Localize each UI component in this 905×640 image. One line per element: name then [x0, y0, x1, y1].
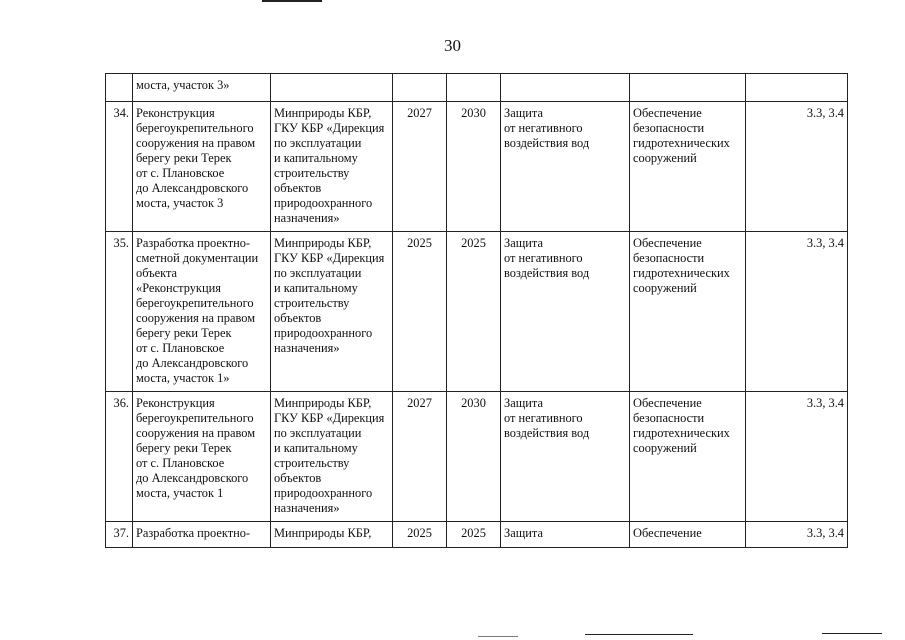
- table-row: [106, 102, 848, 232]
- goal-cell: [501, 74, 630, 102]
- table-row: [106, 522, 848, 548]
- row-number-cell: 34.: [106, 102, 133, 232]
- scan-artifact-bottom-line: [822, 633, 882, 634]
- measure-name-cell: Реконструкция берегоукрепительного сооружения на правом берегу реки Терек от с. Плановское до Александровского моста, участок 1: [133, 392, 271, 522]
- table-row: [106, 232, 848, 392]
- scan-artifact-top: [262, 0, 322, 2]
- start-year-cell: 2027: [393, 392, 447, 522]
- result-cell: Обеспечение безопасности гидротехнических сооружений: [630, 392, 746, 522]
- table-row: [106, 74, 848, 102]
- result-cell: [630, 74, 746, 102]
- result-cell: Обеспечение безопасности гидротехнических сооружений: [630, 102, 746, 232]
- row-number-cell: [106, 74, 133, 102]
- goal-cell: Защита от негативного воздействия вод: [501, 392, 630, 522]
- end-year-cell: 2025: [447, 232, 501, 392]
- measure-name-cell: моста, участок 3»: [133, 74, 271, 102]
- end-year-cell: 2030: [447, 392, 501, 522]
- result-cell: Обеспечение безопасности гидротехнических сооружений: [630, 232, 746, 392]
- goal-cell: Защита: [501, 522, 630, 548]
- measure-name-cell: Реконструкция берегоукрепительного сооружения на правом берегу реки Терек от с. Плановское до Александровского моста, участок 3: [133, 102, 271, 232]
- start-year-cell: 2027: [393, 102, 447, 232]
- reference-cell: 3.3, 3.4: [746, 232, 848, 392]
- start-year-cell: 2025: [393, 232, 447, 392]
- organization-cell: Минприроды КБР, ГКУ КБР «Дирекция по эксплуатации и капитальному строительству объектов природоохранного назначения»: [271, 392, 393, 522]
- organization-cell: Минприроды КБР,: [271, 522, 393, 548]
- end-year-cell: 2025: [447, 522, 501, 548]
- reference-cell: [746, 74, 848, 102]
- result-cell: Обеспечение: [630, 522, 746, 548]
- row-number-cell: 35.: [106, 232, 133, 392]
- measure-name-cell: Разработка проектно-: [133, 522, 271, 548]
- reference-cell: 3.3, 3.4: [746, 102, 848, 232]
- organization-cell: Минприроды КБР, ГКУ КБР «Дирекция по эксплуатации и капитальному строительству объектов природоохранного назначения»: [271, 102, 393, 232]
- row-number-cell: 37.: [106, 522, 133, 548]
- scan-artifact-bottom-line: [585, 634, 693, 635]
- scan-artifact-bottom-dots: [478, 636, 518, 637]
- goal-cell: Защита от негативного воздействия вод: [501, 232, 630, 392]
- organization-cell: Минприроды КБР, ГКУ КБР «Дирекция по эксплуатации и капитальному строительству объектов природоохранного назначения»: [271, 232, 393, 392]
- measure-name-cell: Разработка проектно- сметной документации объекта «Реконструкция берегоукрепительного сооружения на правом берегу реки Терек от с. Плановское до Александровского моста, участок 1»: [133, 232, 271, 392]
- start-year-cell: [393, 74, 447, 102]
- start-year-cell: 2025: [393, 522, 447, 548]
- end-year-cell: 2030: [447, 102, 501, 232]
- goal-cell: Защита от негативного воздействия вод: [501, 102, 630, 232]
- reference-cell: 3.3, 3.4: [746, 392, 848, 522]
- measures-table: [105, 73, 848, 548]
- page-number: 30: [444, 36, 461, 55]
- organization-cell: [271, 74, 393, 102]
- reference-cell: 3.3, 3.4: [746, 522, 848, 548]
- end-year-cell: [447, 74, 501, 102]
- table-row: [106, 392, 848, 522]
- row-number-cell: 36.: [106, 392, 133, 522]
